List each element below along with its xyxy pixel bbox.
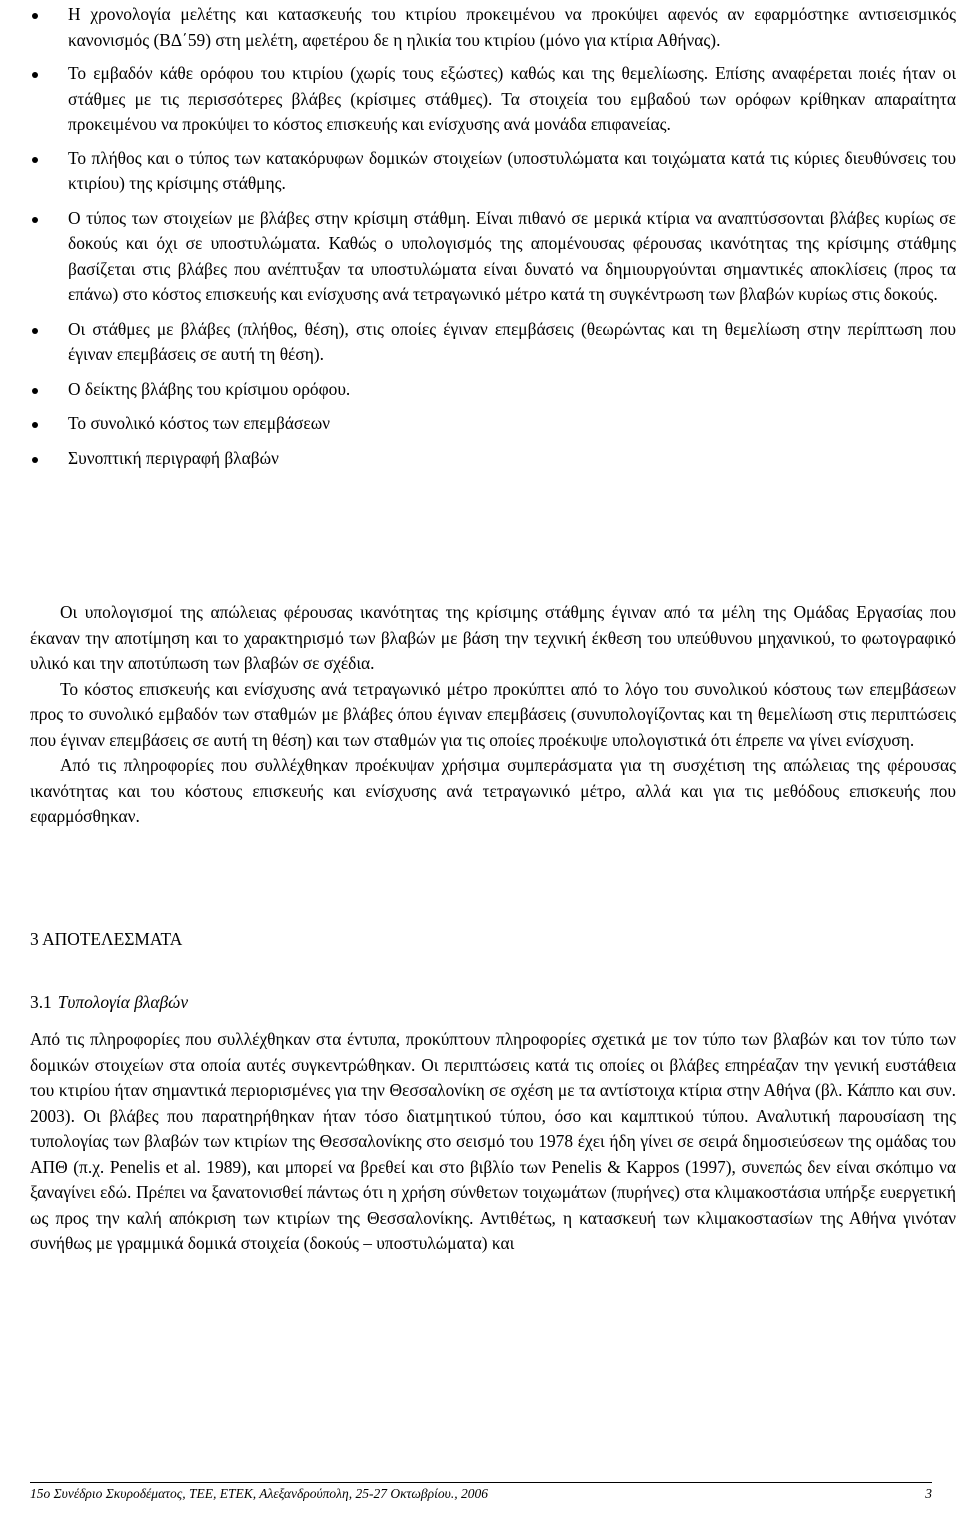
- subsection-number: 3.1: [30, 992, 52, 1012]
- bullet-text: Η χρονολογία μελέτης και κατασκευής του κτιρίου προκειμένου να προκύψει αφενός αν εφαρμόστηκε αντισεισμικός κανονισμός (ΒΔ΄59) στη μελέτη, αφετέρου δε η ηλικία του κτιρίου (μόνο για κτίρια Αθήνας).: [68, 4, 956, 50]
- list-item: [30, 317, 956, 368]
- bullet-icon: [32, 217, 38, 223]
- list-item: [30, 2, 956, 53]
- bullet-icon: [32, 157, 38, 163]
- bullet-list: [30, 0, 956, 471]
- section-heading: [30, 929, 182, 950]
- list-item: [30, 61, 956, 138]
- bullet-text: Οι στάθμες με βλάβες (πλήθος, θέση), στις οποίες έγιναν επεμβάσεις (θεωρώντας και τη θεμελίωση στην περίπτωση που έγιναν επεμβάσεις σε αυτή τη θέση).: [68, 318, 956, 364]
- section-number: 3: [30, 929, 39, 949]
- list-item: [30, 411, 956, 437]
- bullet-text: Το εμβαδόν κάθε ορόφου του κτιρίου (χωρίς τους εξώστες) καθώς και της θεμελίωσης. Επίσης αναφέρεται ποιές ήταν οι στάθμες με τις περισσότερες βλάβες (κρίσιμες στάθμες). Τα στοιχεία του εμβαδού των ορόφων κρίθηκαν απαραίτητα προκειμένου να προκύψει το κόστος επισκευής και ενίσχυσης ανά μονάδα επιφανείας.: [68, 63, 956, 134]
- bullet-text: Ο τύπος των στοιχείων με βλάβες στην κρίσιμη στάθμη. Είναι πιθανό σε μερικά κτίρια να αναπτύσσονται βλάβες κυρίως σε δοκούς και όχι σε υποστυλώματα. Καθώς ο υπολογισμός της απομένουσας φέρουσας ικανότητας της κρίσιμης στάθμης βασίζεται στις βλάβες που ανέπτυξαν τα υποστυλώματα είναι δυνατό να δημιουργούνται σημαντικές αποκλίσεις (προς τα επάνω) στο κόστος επισκευής και ενίσχυσης ανά τετραγωνικό μέτρο κατά τη συγκέντρωση των βλαβών κυρίως στις δοκούς.: [68, 207, 956, 304]
- list-item: [30, 206, 956, 308]
- list-item: [30, 146, 956, 197]
- page-number: 3: [925, 1486, 932, 1501]
- list-item: [30, 377, 956, 403]
- bullet-text: Ο δείκτης βλάβης του κρίσιμου ορόφου.: [68, 378, 351, 399]
- bullet-icon: [32, 72, 38, 78]
- section-title: ΑΠΟΤΕΛΕΣΜΑΤΑ: [42, 929, 183, 949]
- bullet-text: Το πλήθος και ο τύπος των κατακόρυφων δομικών στοιχείων (υποστυλώματα και τοιχώματα κατά τις κύριες διευθύνσεις του κτιρίου) της κρίσιμης στάθμης.: [68, 147, 956, 193]
- paragraph: Από τις πληροφορίες που συλλέχθηκαν προέκυψαν χρήσιμα συμπεράσματα για τη συσχέτιση της απώλειας της φέρουσας ικανότητας και του κόστους επισκευής και ενίσχυσης ανά τετραγωνικό μέτρο, αλλά και για τις μεθόδους επισκευής που εφαρμόσθηκαν.: [30, 755, 956, 826]
- bullet-icon: [32, 328, 38, 334]
- bullet-text: Συνοπτική περιγραφή βλαβών: [68, 447, 279, 468]
- subsection-title: Τυπολογία βλαβών: [57, 992, 189, 1012]
- bullet-icon: [32, 13, 38, 19]
- bullet-icon: [32, 388, 38, 394]
- paragraph: Οι υπολογισμοί της απώλειας φέρουσας ικανότητας της κρίσιμης στάθμης έγιναν από τα μέλη της Ομάδας Εργασίας που έκαναν την αποτίμηση και το χαρακτηρισμό των βλαβών με βάση την τεχνική έκθεση του υπεύθυνου μηχανικού, το φωτογραφικό υλικό και την αποτύπωση των βλαβών σε σχέδια.: [30, 602, 956, 673]
- list-item: [30, 446, 956, 472]
- paragraph: Το κόστος επισκευής και ενίσχυσης ανά τετραγωνικό μέτρο προκύπτει από το λόγο του συνολικού κόστους των επεμβάσεων προς το συνολικό εμβαδόν των σταθμών με βλάβες όπου έγιναν επεμβάσεις (συνυπολογίζοντας και τη θεμελίωση στις περιπτώσεις που έγιναν επεμβάσεις σε αυτή τη θέση) και των σταθμών για τις οποίες προέκυψε υπολογιστικά ότι έπρεπε να γίνει ενίσχυση.: [30, 678, 956, 750]
- bullet-icon: [32, 422, 38, 428]
- footer-rule: [30, 1482, 932, 1483]
- footer-conference: 15ο Συνέδριο Σκυροδέματος, ΤΕΕ, ΕΤΕΚ, Αλεξανδρούπολη, 25-27 Οκτωβρίου., 2006: [30, 1486, 488, 1501]
- bullet-icon: [32, 457, 38, 463]
- subsection-heading: [30, 992, 188, 1013]
- body-paragraphs: [30, 600, 956, 830]
- page-footer: [0, 1478, 960, 1523]
- paragraph: Από τις πληροφορίες που συλλέχθηκαν στα έντυπα, προκύπτουν πληροφορίες σχετικά με τον τύπο των βλαβών και τον τύπο των δομικών στοιχείων στα οποία αυτές συγκεντρώθηκαν. Οι περιπτώσεις κατά τις οποίες οι βλάβες επηρέαζαν την γενική ευστάθεια του κτιρίου ήταν σημαντικά περιορισμένες για την Θεσσαλονίκη σε σχέση με τα αντίστοιχα κτίρια στην Αθήνα (βλ. Κάππο και συν. 2003). Οι βλάβες που παρατηρήθηκαν ήταν τόσο διατμητικού τύπου, όσο και καμπτικού τύπου. Αναλυτική παρουσίαση της τυπολογίας των βλαβών των κτιρίων της Θεσσαλονίκης στο σεισμό του 1978 έχει ήδη γίνει σε σειρά δημοσιεύσεων της ομάδας του ΑΠΘ (π.χ. Penelis et al. 1989), και μπορεί να βρεθεί και στο βιβλίο των Penelis & Kappos (1997), συνεπώς δεν είναι σκόπιμο να ξαναγίνει εδώ. Πρέπει να ξανατονισθεί πάντως ότι η χρήση σύνθετων τοιχωμάτων (πυρήνες) στα κλιμακοστάσια υπήρξε ευεργετική ως προς την καλή απόκριση των κτιρίων της Θεσσαλονίκης. Αντιθέτως, η κατασκευή των κλιμακοστασίων της Αθήνα γινόταν συνήθως με γραμμικά δομικά στοιχεία (δοκούς – υποστυλώματα) και: [30, 1029, 956, 1253]
- bullet-text: Το συνολικό κόστος των επεμβάσεων: [68, 413, 331, 433]
